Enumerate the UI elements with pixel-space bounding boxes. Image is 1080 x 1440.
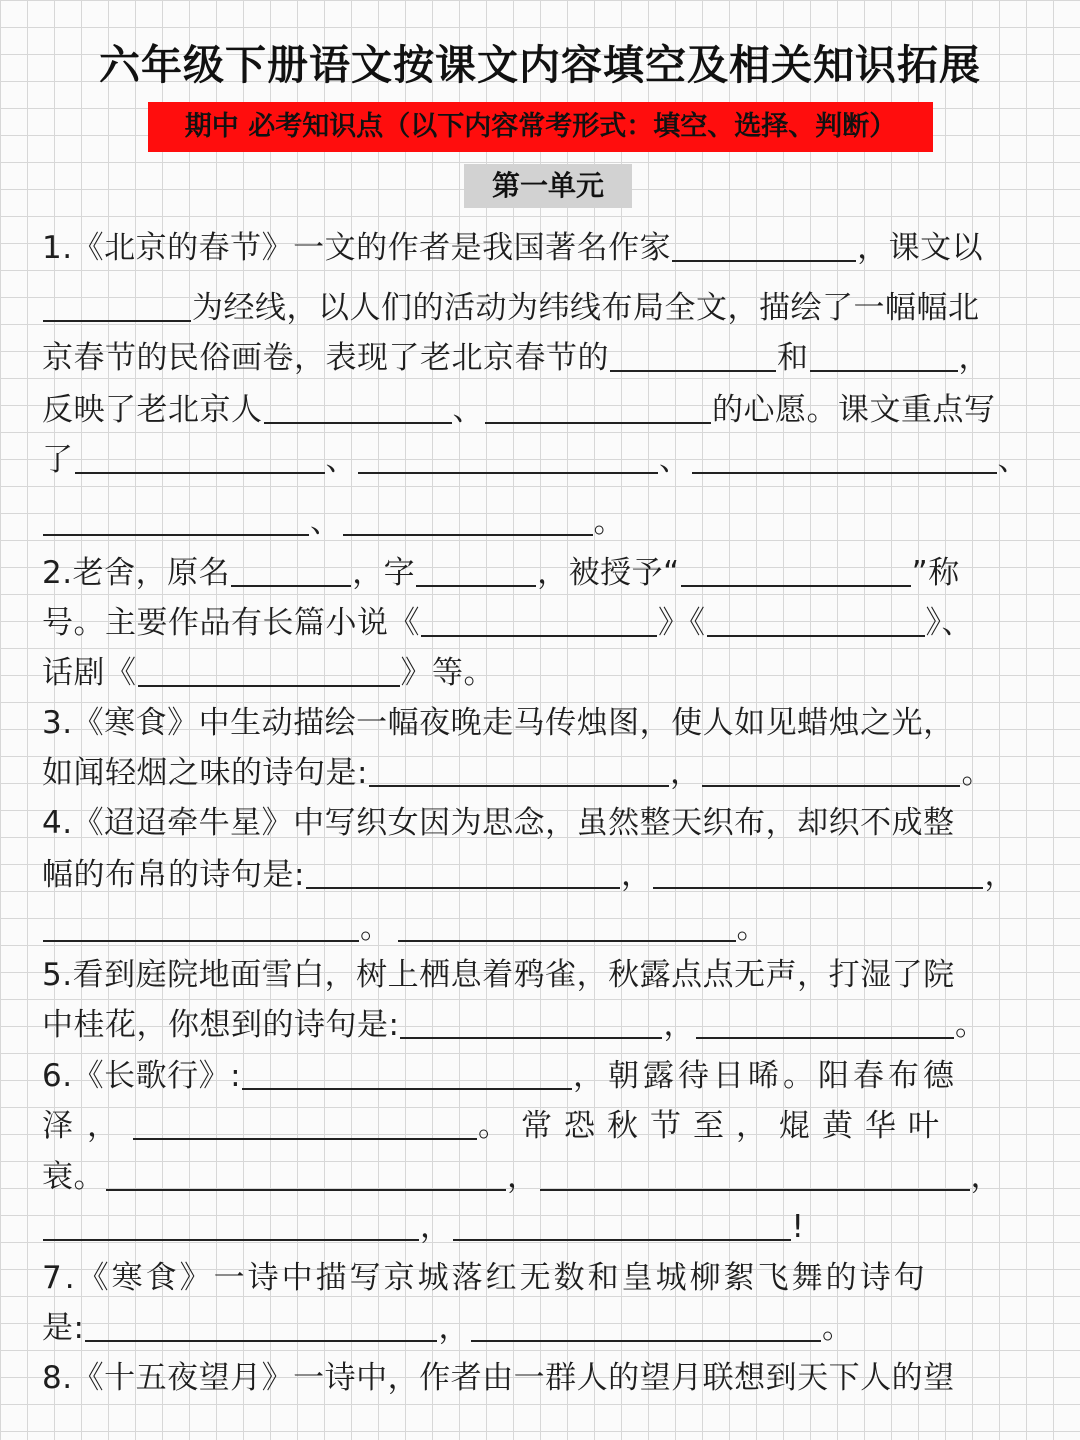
fill-blank[interactable] [138, 655, 400, 687]
q1-text: 的心愿。课文重点写 [712, 392, 996, 428]
q6-text: ， [970, 1159, 1002, 1195]
q3-text: ， [669, 755, 702, 791]
q1-text: 、 [310, 504, 342, 540]
fill-blank[interactable] [398, 910, 736, 942]
fill-blank[interactable] [85, 1310, 437, 1342]
fill-blank[interactable] [702, 755, 960, 787]
q1-line-6 [42, 502, 625, 542]
q8-text: 8.《十五夜望月》一诗中，作者由一群人的望月联想到天下人的望 [42, 1360, 955, 1396]
q3-line-2 [42, 753, 993, 793]
fill-blank[interactable] [453, 1209, 791, 1241]
q2-text: 2.老舍，原名 [42, 555, 231, 591]
fill-blank[interactable] [306, 857, 620, 889]
q2-line-3 [42, 653, 495, 693]
fill-blank[interactable] [75, 442, 325, 474]
fill-blank[interactable] [416, 555, 536, 587]
q1-line-4 [42, 390, 996, 430]
q6-text: ，朝露待日晞。阳春布德 [573, 1058, 959, 1094]
fill-blank[interactable] [471, 1310, 821, 1342]
q1-text: 京春节的民俗画卷，表现了老北京春节的 [42, 340, 609, 376]
q6-text: ! [791, 1209, 805, 1245]
fill-blank[interactable] [242, 1058, 572, 1090]
q2-text: 》《 [658, 605, 706, 641]
fill-blank[interactable] [610, 340, 776, 372]
q5-text: 5.看到庭院地面雪白，树上栖息着鸦雀，秋露点点无声，打湿了院 [42, 957, 955, 993]
q5-text: 。 [954, 1007, 987, 1043]
fill-blank[interactable] [400, 1007, 662, 1039]
q8-line-1 [42, 1358, 955, 1398]
q4-text: ， [984, 857, 1016, 893]
q1-text: 了 [42, 442, 74, 478]
q2-text: 》等。 [400, 655, 495, 691]
fill-blank[interactable] [421, 605, 657, 637]
q1-text: 1.《北京的春节》一文的作者是我国著名作家 [42, 230, 672, 266]
fill-blank[interactable] [485, 392, 711, 424]
q2-text: ，被授予“ [537, 555, 680, 591]
fill-blank[interactable] [43, 504, 309, 536]
q6-line-3 [42, 1157, 1002, 1197]
q6-text: 6.《长歌行》: [42, 1058, 242, 1094]
fill-blank[interactable] [358, 442, 658, 474]
q7-text: 7.《寒食》一诗中描写京城落红无数和皇城柳絮飞舞的诗句 [42, 1260, 928, 1296]
fill-blank[interactable] [264, 392, 452, 424]
q1-line-3 [42, 338, 990, 378]
q4-line-3 [42, 908, 768, 948]
fill-blank[interactable] [369, 755, 669, 787]
q6-line-1 [42, 1056, 958, 1096]
q3-line-1 [42, 703, 955, 743]
fill-blank[interactable] [231, 555, 351, 587]
q6-text: 。常恐秋节至，焜黄华叶 [478, 1108, 951, 1144]
q3-text: 3.《寒食》中生动描绘一幅夜晚走马传烛图，使人如见蜡烛之光， [42, 705, 955, 741]
q6-line-2 [42, 1106, 951, 1146]
q7-text: 。 [821, 1310, 854, 1346]
page-title: 六年级下册语文按课文内容填空及相关知识拓展 [99, 41, 981, 89]
q1-text: ，课文以 [857, 230, 984, 266]
q3-text: 。 [961, 755, 993, 791]
q4-line-2 [42, 855, 1016, 895]
q4-text: 幅的布帛的诗句是: [42, 857, 305, 893]
q5-line-1 [42, 955, 955, 995]
q6-text: 衰。 [42, 1159, 105, 1195]
q2-text: ，字 [352, 555, 416, 591]
fill-blank[interactable] [810, 340, 958, 372]
fill-blank[interactable] [43, 1209, 419, 1241]
q4-text: 。 [360, 910, 392, 946]
q1-text: 反映了老北京人 [42, 392, 263, 428]
q4-line-1 [42, 803, 955, 843]
fill-blank[interactable] [43, 910, 359, 942]
q5-text: ， [663, 1007, 695, 1043]
fill-blank[interactable] [653, 857, 983, 889]
q2-text: 》、 [925, 605, 973, 641]
fill-blank[interactable] [672, 230, 856, 262]
fill-blank[interactable] [681, 555, 911, 587]
fill-blank[interactable] [692, 442, 997, 474]
q5-line-2 [42, 1005, 986, 1045]
q1-text: 。 [593, 504, 625, 540]
q2-text: ”称 [911, 555, 960, 591]
exam-banner: 期中 必考知识点（以下内容常考形式：填空、选择、判断） [148, 102, 933, 152]
q4-text: ， [620, 857, 653, 893]
q2-line-2 [42, 603, 973, 643]
q7-text: 是: [42, 1310, 85, 1346]
q1-text: 、 [997, 442, 1029, 478]
q6-line-4 [42, 1207, 804, 1247]
q1-text: 、 [659, 442, 691, 478]
q1-line-5 [42, 440, 1029, 480]
q7-line-2 [42, 1308, 853, 1348]
q6-text: 泽， [42, 1108, 132, 1144]
q4-text: 4.《迢迢牵牛星》中写织女因为思念，虽然整天织布，却织不成整 [42, 805, 955, 841]
q1-text: 、 [452, 392, 484, 428]
q3-text: 如闻轻烟之味的诗句是: [42, 755, 368, 791]
q1-text: 、 [325, 442, 357, 478]
q4-text: 。 [736, 910, 768, 946]
q6-text: ， [420, 1209, 452, 1245]
fill-blank[interactable] [540, 1159, 970, 1191]
q2-text: 话剧《 [42, 655, 137, 691]
fill-blank[interactable] [133, 1108, 477, 1140]
q2-text: 号。主要作品有长篇小说《 [42, 605, 420, 641]
q2-line-1 [42, 553, 960, 593]
q1-text: 为经线，以人们的活动为纬线布局全文，描绘了一幅幅北 [192, 290, 980, 326]
q6-text: ， [507, 1159, 539, 1195]
unit-heading: 第一单元 [464, 164, 632, 208]
q5-text: 中桂花，你想到的诗句是: [42, 1007, 400, 1043]
q7-line-1 [42, 1258, 928, 1298]
q1-text: 和 [777, 340, 809, 376]
q7-text: ， [438, 1310, 470, 1346]
q1-text: ， [958, 340, 990, 376]
fill-blank[interactable] [707, 605, 925, 637]
q1-line-2 [42, 288, 980, 328]
fill-blank[interactable] [343, 504, 593, 536]
fill-blank[interactable] [43, 290, 191, 322]
fill-blank[interactable] [696, 1007, 954, 1039]
q1-line-1 [42, 228, 983, 268]
fill-blank[interactable] [106, 1159, 506, 1191]
